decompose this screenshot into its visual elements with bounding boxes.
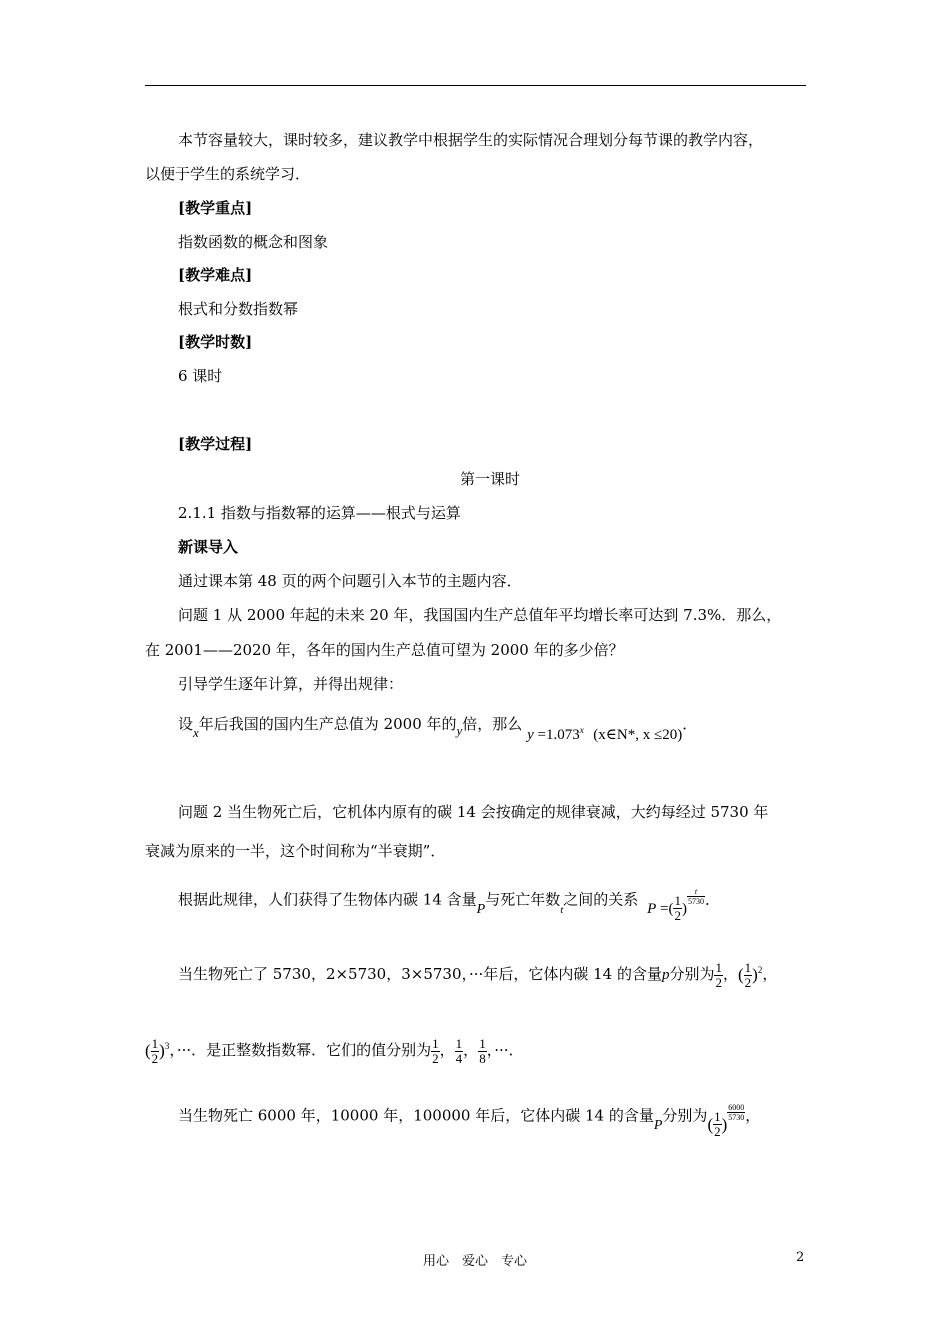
eq5-open-paren: ( — [707, 1114, 714, 1134]
heading-key-points: [教学重点] — [178, 199, 253, 217]
eq4-c-num: 1 — [479, 1035, 486, 1051]
problem-1-line-1: 问题 1 从 2000 年起的未来 20 年，我国国内生产总值年平均增长率可达到 7.3%．那么， — [178, 606, 782, 624]
eq3-var-p: p — [661, 967, 670, 983]
eq3-end: ， — [762, 965, 778, 983]
eq3-f2-num: 1 — [744, 959, 752, 975]
eq2-frac-den: 2 — [674, 908, 681, 923]
section-title: 2.1.1 指数与指数幂的运算——根式与运算 — [178, 504, 461, 522]
eq2-var-p: P — [476, 901, 486, 917]
eq4-fraction-a — [431, 1037, 440, 1066]
equation-1-line — [178, 710, 698, 743]
eq4-num: 1 — [151, 1035, 159, 1051]
eq2-frac-num: 1 — [674, 893, 681, 908]
eq1-end: ． — [682, 715, 698, 733]
eq2-var-t: t — [560, 903, 564, 916]
equation-3-line — [178, 960, 777, 1000]
eq1-rhs: =1.073 — [533, 727, 580, 743]
eq3-f2-den: 2 — [744, 974, 752, 990]
eq4-end: ，···． — [486, 1041, 524, 1059]
eq4-b-den: 4 — [455, 1050, 463, 1066]
eq2-text-1: 根据此规律，人们获得了生物体内碳 14 含量 — [178, 890, 477, 909]
eq4-a-den: 2 — [432, 1050, 439, 1066]
intro-text: 通过课本第 48 页的两个问题引入本节的主题内容． — [178, 572, 522, 590]
eq3-exponent: 2 — [757, 965, 763, 975]
heading-process: [教学过程] — [178, 435, 253, 453]
heading-new-lesson-intro: 新课导入 — [178, 538, 239, 556]
eq2-half-fraction — [673, 894, 682, 923]
key-points-text: 指数函数的概念和图象 — [178, 233, 329, 251]
problem-2-line-1: 问题 2 当生物死亡后，它机体内原有的碳 14 会按确定的规律衰减，大约每经过 5730 年 — [178, 803, 769, 821]
eq2-exp-den: 5730 — [687, 897, 704, 906]
hours-text: 6 课时 — [178, 367, 223, 385]
eq1-exponent: x — [579, 725, 584, 735]
eq5-close-paren: ) — [721, 1114, 728, 1134]
eq1-lhs: y — [527, 727, 534, 743]
eq5-formula — [707, 1103, 745, 1139]
eq3-text-2: 分别为 — [669, 965, 715, 983]
heading-difficulties: [教学难点] — [178, 266, 253, 284]
eq4-a-num: 1 — [432, 1035, 439, 1051]
eq5-text-2: 分别为 — [662, 1106, 708, 1125]
eq3-fraction-2 — [744, 961, 753, 990]
eq5-fraction — [713, 1110, 722, 1139]
eq2-exp-num: t — [687, 887, 705, 897]
eq4-b-num: 1 — [455, 1035, 463, 1051]
eq1-var-x: x — [193, 725, 199, 740]
eq3-f1-num: 1 — [715, 959, 722, 975]
footer-motto: 用心 爱心 专心 — [422, 1254, 527, 1269]
intro-paragraph-line-2: 以便于学生的系统学习． — [145, 165, 311, 183]
eq4-open-paren: ( — [145, 1041, 151, 1060]
eq1-var-y: y — [456, 723, 463, 738]
eq4-exponent: 3 — [164, 1041, 170, 1051]
eq4-text-1: ，···．是正整数指数幂．它们的值分别为 — [169, 1041, 432, 1059]
eq2-formula — [647, 887, 705, 923]
eq2-exponent-fraction — [687, 887, 705, 906]
eq3-f1-den: 2 — [715, 974, 722, 990]
eq4-fraction-c — [478, 1037, 487, 1066]
eq2-lhs: P — [647, 900, 657, 917]
eq5-num: 1 — [714, 1109, 721, 1124]
eq5-text-1: 当生物死亡 6000 年，10000 年，100000 年后，它体内碳 14 的含量 — [178, 1106, 654, 1125]
eq4-sep-2: ， — [463, 1041, 479, 1059]
equation-4-line — [145, 1036, 524, 1076]
eq3-sep: ， — [722, 965, 738, 983]
intro-paragraph-line-1: 本节容量较大，课时较多，建议教学中根据学生的实际情况合理划分每节课的教学内容， — [178, 131, 764, 149]
page-number: 2 — [796, 1250, 805, 1265]
eq3-fraction-1 — [714, 961, 723, 990]
eq1-text-2: 年后我国的国内生产总值为 2000 年的 — [198, 715, 457, 733]
eq3-open-paren: ( — [737, 965, 744, 984]
heading-hours: [教学时数] — [178, 333, 253, 351]
eq5-exp-den: 5730 — [728, 1113, 745, 1122]
eq1-text-1: 设 — [178, 715, 194, 733]
eq4-den: 2 — [151, 1050, 159, 1066]
header-rule — [145, 85, 806, 86]
eq4-fraction — [151, 1037, 160, 1066]
eq5-end: ， — [745, 1106, 761, 1125]
eq2-text-2: 与死亡年数 — [485, 890, 561, 909]
eq5-den: 2 — [714, 1124, 721, 1139]
eq2-close-paren: ) — [681, 900, 687, 917]
eq4-close-paren: ) — [159, 1041, 165, 1060]
guide-text: 引导学生逐年计算，并得出规律： — [178, 675, 404, 693]
problem-1-line-2: 在 2001——2020 年，各年的国内生产总值可望为 2000 年的多少倍？ — [145, 641, 624, 659]
eq5-var-p: P — [653, 1117, 663, 1133]
difficulties-text: 根式和分数指数幂 — [178, 300, 299, 318]
eq2-text-3: 之间的关系 — [563, 890, 639, 909]
problem-2-line-2: 衰减为原来的一半，这个时间称为“半衰期”． — [145, 842, 446, 860]
eq3-close-paren: ) — [752, 965, 758, 984]
lesson-title: 第一课时 — [459, 470, 520, 488]
eq4-fraction-b — [455, 1037, 464, 1066]
eq4-sep-1: ， — [439, 1041, 455, 1059]
eq1-condition: (x∈N*, x ≤20) — [593, 727, 683, 743]
eq1-formula — [527, 725, 682, 743]
equation-2-line — [178, 886, 720, 936]
eq4-c-den: 8 — [479, 1050, 486, 1066]
eq5-exp-num: 6000 — [728, 1103, 745, 1112]
eq5-exponent-fraction — [727, 1103, 745, 1122]
eq1-text-3: 倍，那么 — [462, 715, 523, 733]
eq2-eq-open: =( — [656, 900, 674, 917]
eq3-text-1: 当生物死亡了 5730，2×5730，3×5730，···年后，它体内碳 14 的含量 — [178, 965, 662, 983]
equation-5-line — [178, 1102, 760, 1152]
eq2-end: ． — [704, 890, 720, 909]
